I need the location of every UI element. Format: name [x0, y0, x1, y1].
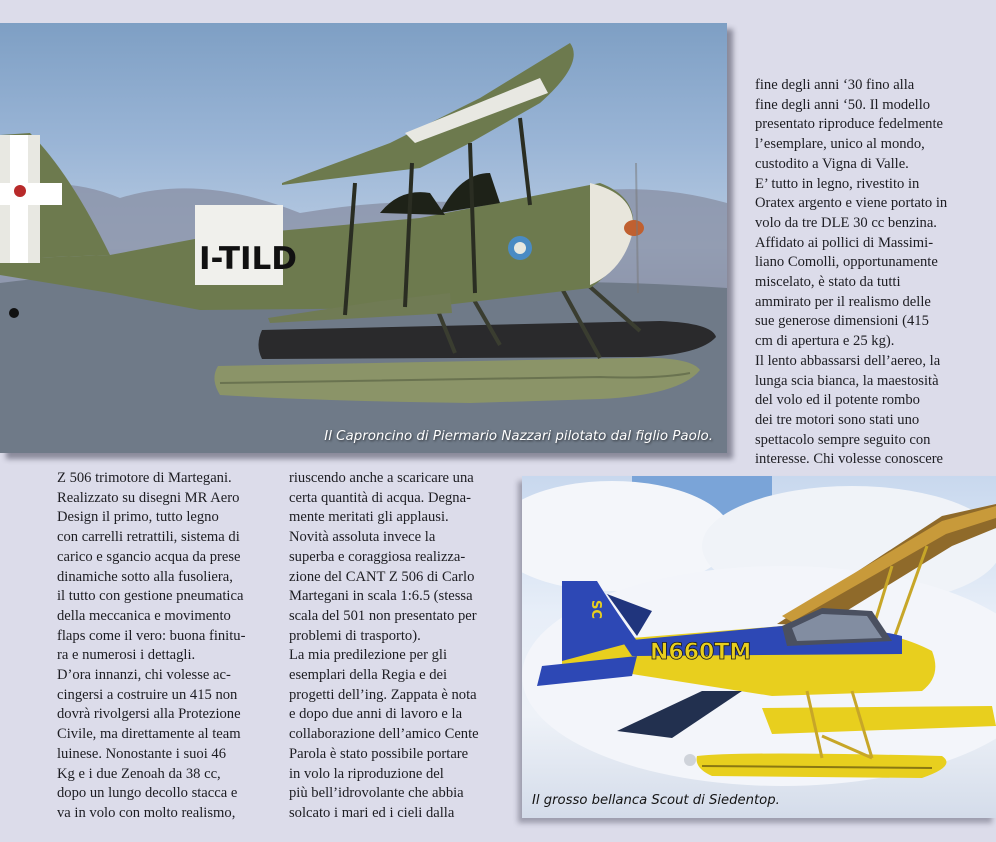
text-line: problemi di trasporto). [289, 627, 421, 644]
text-line: ammirato per il realismo delle [755, 293, 931, 310]
text-line: Z 506 trimotore di Martegani. [57, 470, 232, 486]
text-line: D’ora innanzi, chi volesse ac- [57, 667, 231, 684]
photo-caproncino-seaplane [0, 23, 727, 453]
text-line: il tutto con gestione pneumatica [57, 588, 244, 605]
text-line: fine degli anni ‘30 fino alla [755, 77, 915, 93]
text-line: superba e coraggiosa realizza- [289, 548, 466, 565]
text-line: Oratex argento e viene portato in [755, 195, 948, 212]
text-line: custodito a Vigna di Valle. [755, 155, 909, 172]
text-line: Kg e i due Zenoah da 38 cc, [57, 765, 221, 782]
text-line: Parola è stato possibile portare [289, 745, 469, 762]
text-line: l’esemplare, unico al mondo, [755, 136, 925, 153]
text-line: Realizzato su disegni MR Aero [57, 489, 240, 506]
text-line: ra e numerosi i dettagli. [57, 647, 196, 664]
text-line: del volo ed il potente rombo [755, 392, 920, 409]
caproncino-illustration [0, 23, 727, 453]
text-line: Novità assoluta invece la [289, 529, 436, 546]
text-line: cm di apertura e 25 kg). [755, 333, 895, 350]
text-line: lunga scia bianca, la maestosità [755, 372, 939, 389]
text-line: sue generose dimensioni (415 [755, 313, 929, 330]
text-line: Martegani in scala 1:6.5 (stessa [289, 588, 473, 605]
text-line: volo da tre DLE 30 cc benzina. [755, 214, 937, 231]
text-line: presentato riproduce fedelmente [755, 116, 944, 133]
registration-i-tild: I-TILD [199, 241, 298, 277]
tail-letters-sc: SC [588, 600, 603, 619]
text-line: liano Comolli, opportunamente [755, 254, 938, 271]
text-line: Civile, ma direttamente al team [57, 726, 241, 743]
text-line: esemplari della Regia e dei [289, 667, 448, 684]
text-line: certa quantità di acqua. Degna- [289, 489, 471, 506]
text-line: collaborazione dell’amico Cente [289, 726, 479, 743]
text-line: in volo la riproduzione del [289, 765, 444, 782]
text-line: e dopo due anni di lavoro e la [289, 706, 463, 723]
caption-caproncino: Il Caproncino di Piermario Nazzari pilotato dal figlio Paolo. [324, 429, 713, 444]
article-column-middle [289, 469, 499, 824]
text-line: dovrà rivolgersi alla Protezione [57, 706, 241, 723]
text-line: va in volo con molto realismo, [57, 804, 236, 821]
text-line: riuscendo anche a scaricare una [289, 470, 474, 486]
text-line: dopo un lungo decollo stacca e [57, 785, 238, 802]
bellanca-illustration [522, 476, 996, 818]
registration-n660tm: N660TM [650, 640, 752, 665]
text-line: dei tre motori sono stati uno [755, 411, 920, 428]
text-line: scala del 501 non presentato per [289, 607, 477, 624]
photo-bellanca-scout [522, 476, 996, 818]
text-line: E’ tutto in legno, rivestito in [755, 175, 920, 192]
text-line: Design il primo, tutto legno [57, 509, 219, 526]
text-line: interesse. Chi volesse conoscere [755, 451, 944, 468]
article-column-left [57, 469, 272, 824]
text-line: miscelato, è stato da tutti [755, 274, 901, 291]
text-line: cingersi a costruire un 415 non [57, 686, 238, 703]
text-line: con carrelli retrattili, sistema di [57, 529, 240, 546]
text-line: dinamiche sotto alla fusoliera, [57, 568, 233, 585]
text-line: carico e sgancio acqua da prese [57, 548, 241, 565]
text-line: della meccanica e movimento [57, 607, 231, 624]
text-line: progetti dell’ing. Zappata è nota [289, 686, 477, 703]
text-line: Affidato ai pollici di Massimi- [755, 234, 934, 251]
text-line: luinese. Nonostante i suoi 46 [57, 745, 227, 762]
text-line: La mia predilezione per gli [289, 647, 448, 664]
text-line: mente meritati gli applausi. [289, 509, 449, 526]
text-line: fine degli anni ‘50. Il modello [755, 96, 931, 113]
text-line: Il lento abbassarsi dell’aereo, la [755, 352, 941, 369]
article-column-right [755, 76, 970, 470]
text-line: solcato i mari ed i cieli dalla [289, 804, 455, 821]
text-line: più bell’idrovolante che abbia [289, 785, 464, 802]
text-line: zione del CANT Z 506 di Carlo [289, 568, 475, 585]
caption-bellanca: Il grosso bellanca Scout di Siedentop. [532, 793, 780, 808]
text-line: flaps come il vero: buona finitu- [57, 627, 246, 644]
text-line: spettacolo sempre seguito con [755, 431, 931, 448]
